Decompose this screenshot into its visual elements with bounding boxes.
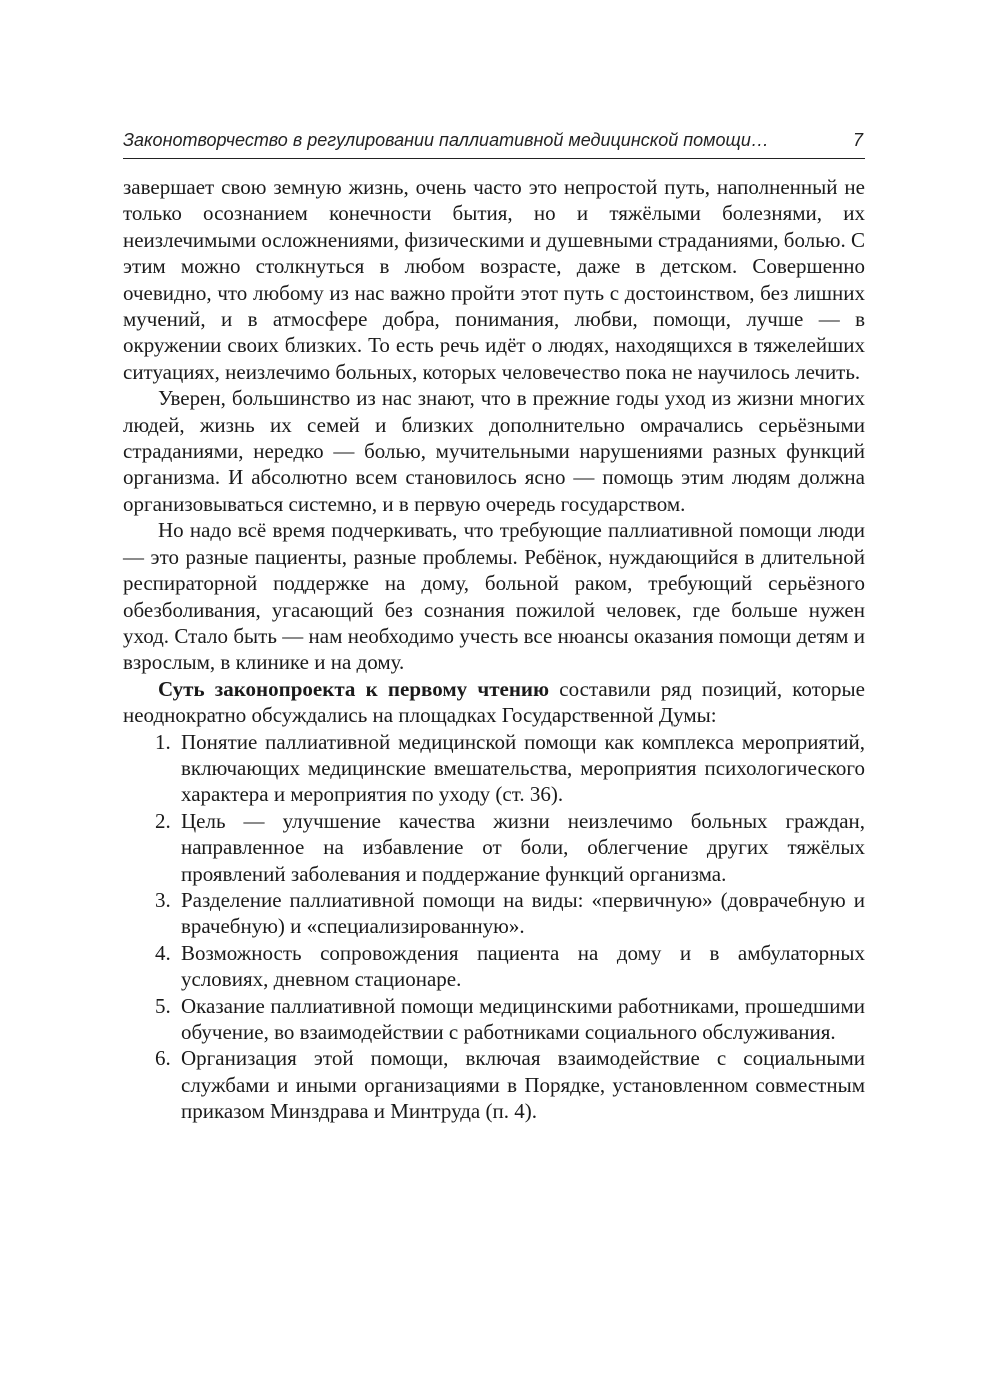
list-item-text: Оказание паллиативной помощи медицинскими работниками, прошедшими обучение, во взаимодействии с работниками социального обслуживания. — [181, 993, 865, 1044]
paragraph-continued: завершает свою земную жизнь, очень часто это непростой путь, наполненный не только осознанием конечности бытия, но и тяжёлыми болезнями, их неизлечимыми осложнениями, физическими и душевными страданиями, болью. С этим можно столкнуться в любом возрасте, даже в детском. Совершенно очевидно, что любому из нас важно пройти этот путь с достоинством, без лишних мучений, и в атмосфере добра, понимания, любви, помощи, лучше — в окружении своих близких. То есть речь идёт о людях, находящихся в тяжелейших ситуациях, неизлечимо больных, которых человечество пока не научилось лечить. — [123, 175, 865, 384]
list-item-number: 2. — [155, 808, 171, 833]
list-item-text: Понятие паллиативной медицинской помощи как комплекса мероприятий, включающих медицинские вмешательства, мероприятия психологического характера и мероприятия по уходу (ст. 36). — [181, 729, 865, 807]
list-item-number: 1. — [155, 729, 171, 754]
list-item — [123, 940, 865, 993]
running-title: Законотворчество в регулировании паллиативной медицинской помощи… — [123, 130, 769, 150]
paragraph: Но надо всё время подчеркивать, что требующие паллиативной помощи люди — это разные пациенты, разные проблемы. Ребёнок, нуждающийся в длительной респираторной поддержке на дому, больной раком, требующий серьёзного обезболивания, угасающий без сознания пожилой человек, где больше нужен уход. Стало быть — нам необходимо учесть все нюансы оказания помощи детям и взрослым, в клинике и на дому. — [123, 518, 865, 675]
list-item-text: Организация этой помощи, включая взаимодействие с социальными службами и иными организациями в Порядке, установленном совместным приказом Минздрава и Минтруда (п. 4). — [181, 1046, 865, 1124]
summary-paragraph — [123, 676, 865, 729]
list-item-number: 6. — [155, 1046, 171, 1071]
paragraph: Уверен, большинство из нас знают, что в прежние годы уход из жизни многих людей, жизнь их семей и близких дополнительно омрачались серьёзными страданиями, нередко — болью, мучительными нарушениями разных функций организма. И абсолютно всем становилось ясно — помощь этим людям должна организовываться системно, и в первую очередь государством. — [123, 386, 865, 516]
positions-list — [123, 729, 865, 1125]
summary-text: составили ряд позиций, которые неоднократно обсуждались на площадках Государственной Думы: — [123, 676, 865, 728]
list-item — [123, 729, 865, 808]
list-item — [123, 808, 865, 887]
list-item-number: 5. — [155, 993, 171, 1018]
list-item-text: Разделение паллиативной помощи на виды: «первичную» (доврачебную и врачебную) и «специализированную». — [181, 887, 865, 939]
list-item-text: Возможность сопровождения пациента на дому и в амбулаторных условиях, дневном стационаре. — [181, 940, 865, 992]
summary-lead: Суть законопроекта к первому чтению — [158, 676, 550, 701]
list-item — [123, 1045, 865, 1124]
running-header — [123, 128, 865, 159]
page-number: 7 — [852, 130, 863, 150]
list-item — [123, 887, 865, 940]
list-item-text: Цель — улучшение качества жизни неизлечимо больных граждан, направленное на избавление от боли, облегчение других тяжёлых проявлений заболевания и поддержание функций организма. — [181, 808, 865, 886]
list-item-number: 3. — [155, 887, 171, 912]
body-text — [123, 174, 865, 1125]
list-item — [123, 993, 865, 1046]
list-item-number: 4. — [155, 940, 171, 965]
